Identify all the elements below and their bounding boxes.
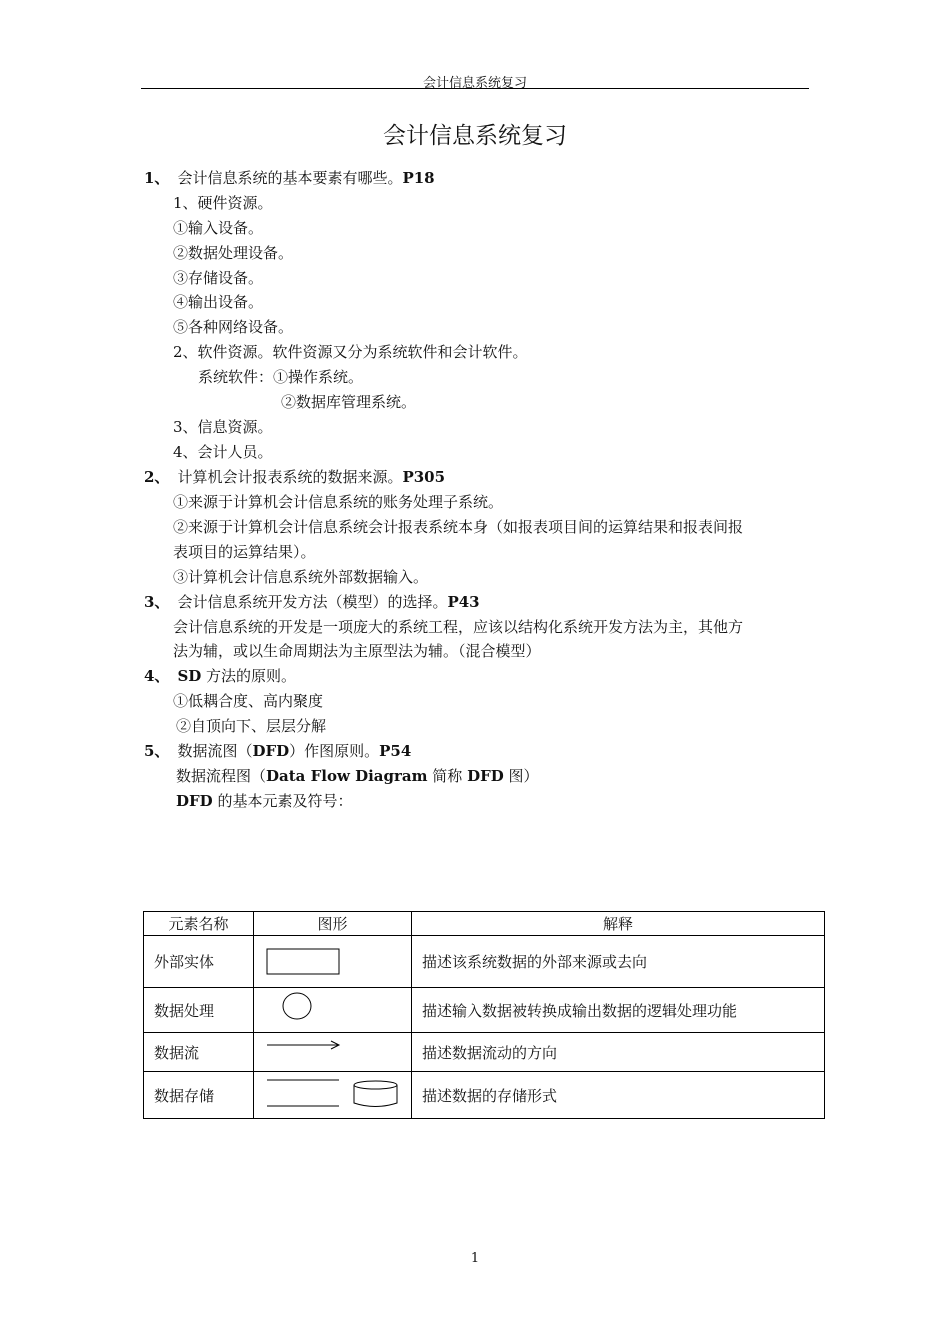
list-item: ②自顶向下、层层分解 bbox=[176, 717, 327, 735]
question-number: 5、 bbox=[144, 742, 170, 760]
table-row bbox=[144, 1033, 825, 1072]
dfd-elements-table bbox=[143, 911, 825, 1119]
running-header: 会计信息系统复习 bbox=[422, 76, 527, 91]
element-shape bbox=[254, 1072, 412, 1119]
page-ref: P54 bbox=[379, 742, 412, 760]
list-item: 4、会计人员。 bbox=[173, 443, 273, 461]
sd-term: SD bbox=[177, 667, 202, 685]
question-number: 4、 bbox=[144, 667, 170, 685]
question-text: 数据流图（ bbox=[177, 742, 253, 760]
question-number: 2、 bbox=[144, 468, 170, 486]
question-text: 计算机会计报表系统的数据来源。 bbox=[177, 468, 403, 486]
list-item: ②数据处理设备。 bbox=[173, 244, 294, 262]
list-item: ⑤各种网络设备。 bbox=[173, 318, 294, 336]
list-item: ③计算机会计信息系统外部数据输入。 bbox=[173, 568, 429, 586]
list-item: ③存储设备。 bbox=[173, 269, 264, 287]
arrow-icon bbox=[254, 1033, 411, 1071]
question-2 bbox=[144, 467, 445, 487]
table-row bbox=[144, 988, 825, 1033]
list-item: 2、软件资源。软件资源又分为系统软件和会计软件。 bbox=[173, 343, 528, 361]
element-name: 数据流 bbox=[144, 1033, 254, 1072]
dfd-term: DFD bbox=[252, 742, 290, 760]
text-span: 数据流程图（ bbox=[176, 767, 267, 785]
data-store-icon bbox=[254, 1072, 411, 1118]
question-text: 会计信息系统的基本要素有哪些。 bbox=[177, 169, 403, 187]
list-item: ①来源于计算机会计信息系统的账务处理子系统。 bbox=[173, 493, 504, 511]
page-ref: P43 bbox=[447, 593, 480, 611]
element-name: 数据存储 bbox=[144, 1072, 254, 1119]
list-item: ④输出设备。 bbox=[173, 293, 264, 311]
dfd-term: DFD bbox=[467, 767, 504, 785]
list-item: 表项目的运算结果）。 bbox=[173, 543, 316, 561]
question-text: 方法的原则。 bbox=[201, 667, 297, 685]
element-shape bbox=[254, 988, 412, 1033]
question-4 bbox=[144, 666, 296, 686]
circle-icon bbox=[254, 988, 411, 1032]
page-ref: P305 bbox=[402, 468, 446, 486]
header-rule bbox=[141, 88, 809, 89]
list-item: 1、硬件资源。 bbox=[173, 194, 273, 212]
text-span: 图） bbox=[503, 767, 539, 785]
paragraph-line: 会计信息系统的开发是一项庞大的系统工程，应该以结构化系统开发方法为主，其他方 bbox=[173, 618, 744, 636]
paragraph-line bbox=[176, 766, 539, 786]
question-1 bbox=[144, 168, 435, 188]
element-description: 描述输入数据被转换成输出数据的逻辑处理功能 bbox=[412, 988, 825, 1033]
list-item: 3、信息资源。 bbox=[173, 418, 273, 436]
table-row bbox=[144, 1072, 825, 1119]
question-number: 1、 bbox=[144, 169, 170, 187]
table-header-row bbox=[144, 912, 825, 936]
element-name: 数据处理 bbox=[144, 988, 254, 1033]
page-title: 会计信息系统复习 bbox=[383, 123, 567, 149]
column-header: 解释 bbox=[412, 912, 825, 936]
list-item: ②来源于计算机会计信息系统会计报表系统本身（如报表项目间的运算结果和报表间报 bbox=[173, 518, 744, 536]
question-3 bbox=[144, 592, 480, 612]
element-description: 描述数据的存储形式 bbox=[412, 1072, 825, 1119]
dfd-term: DFD bbox=[176, 792, 213, 810]
element-description: 描述该系统数据的外部来源或去向 bbox=[412, 936, 825, 988]
list-item: ①低耦合度、高内聚度 bbox=[173, 692, 324, 710]
question-text: ）作图原则。 bbox=[289, 742, 380, 760]
column-header: 元素名称 bbox=[144, 912, 254, 936]
element-name: 外部实体 bbox=[144, 936, 254, 988]
list-item: 系统软件：①操作系统。 bbox=[198, 368, 364, 386]
list-item: ①输入设备。 bbox=[173, 219, 264, 237]
element-shape bbox=[254, 1033, 412, 1072]
question-text: 会计信息系统开发方法（模型）的选择。 bbox=[177, 593, 448, 611]
text-span: 的基本元素及符号： bbox=[212, 792, 353, 810]
element-shape bbox=[254, 936, 412, 988]
rectangle-icon bbox=[254, 936, 411, 987]
paragraph-line: 法为辅，或以生命周期法为主原型法为辅。（混合模型） bbox=[173, 642, 541, 660]
list-item: ②数据库管理系统。 bbox=[281, 393, 417, 411]
question-number: 3、 bbox=[144, 593, 170, 611]
text-span: 简称 bbox=[427, 767, 468, 785]
page-ref: P18 bbox=[402, 169, 435, 187]
element-description: 描述数据流动的方向 bbox=[412, 1033, 825, 1072]
dfd-fullname: Data Flow Diagram bbox=[266, 767, 428, 785]
table-row bbox=[144, 936, 825, 988]
question-5 bbox=[144, 741, 411, 761]
column-header: 图形 bbox=[254, 912, 412, 936]
page-number: 1 bbox=[470, 1251, 480, 1266]
paragraph-line bbox=[176, 791, 352, 811]
